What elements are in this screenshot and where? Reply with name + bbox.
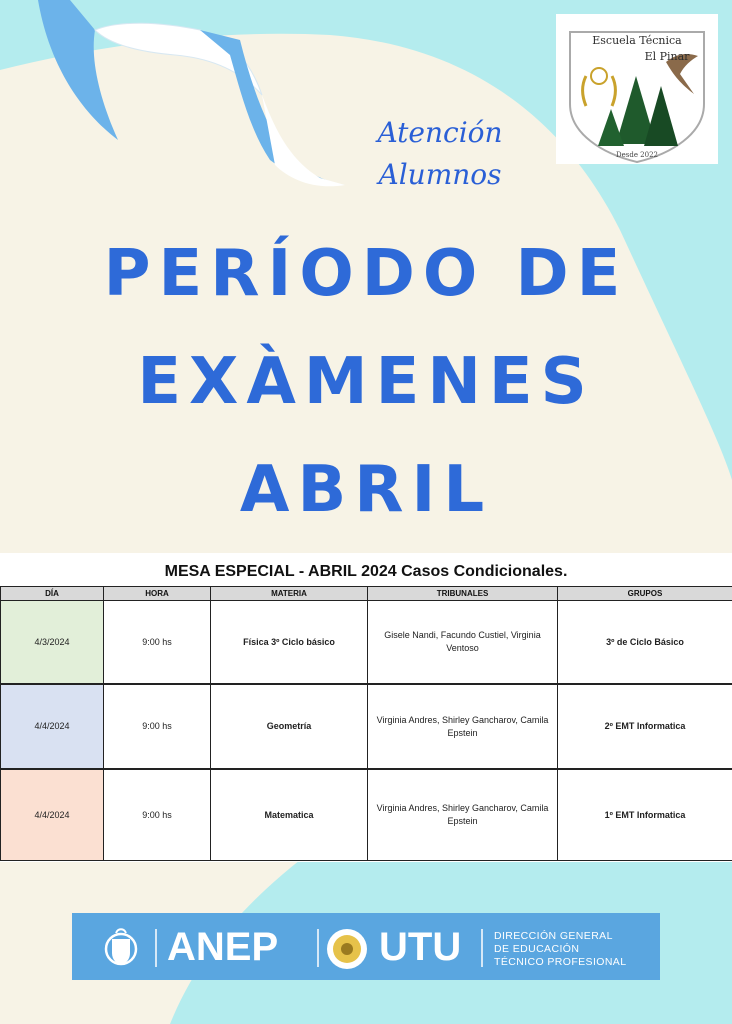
cell-subject: Geometría <box>211 684 368 769</box>
cell-group: 1º EMT Informatica <box>558 769 732 861</box>
cell-time: 9:00 hs <box>104 601 211 685</box>
uruguay-shield-icon <box>106 929 136 965</box>
attention-heading <box>330 112 550 196</box>
table-row <box>1 684 732 769</box>
ribbon-decoration <box>0 0 360 200</box>
anep-logo-text: ANEP <box>167 925 279 969</box>
logo-school-name: Escuela Técnica <box>592 34 682 47</box>
table-row <box>1 769 732 861</box>
exam-table <box>0 586 732 861</box>
cell-time: 9:00 hs <box>104 769 211 861</box>
school-logo <box>556 14 718 164</box>
table-title: MESA ESPECIAL - ABRIL 2024 Casos Condicionales. <box>164 563 568 580</box>
dgetp-text <box>494 930 626 969</box>
cell-tribunal: Virginia Andres, Shirley Gancharov, Camila Epstein <box>368 684 558 769</box>
utu-logo-text: UTU <box>379 925 462 969</box>
logo-school-place: El Pinar <box>644 50 690 63</box>
cell-day: 4/4/2024 <box>1 684 104 769</box>
header-time: HORA <box>104 587 211 601</box>
exam-table-section <box>0 553 732 862</box>
header-tribunal: TRIBUNALES <box>368 587 558 601</box>
cell-day: 4/4/2024 <box>1 769 104 861</box>
header-subject: MATERIA <box>211 587 368 601</box>
dgetp-line-2: DE EDUCACIÓN <box>494 943 580 955</box>
cell-group: 3º de Ciclo Básico <box>558 601 732 685</box>
page-title <box>60 220 672 544</box>
logo-since: Desde 2022 <box>615 151 658 159</box>
cell-subject: Física 3º Ciclo básico <box>211 601 368 685</box>
attention-line-1: Atención <box>377 116 503 149</box>
dgetp-line-1: DIRECCIÓN GENERAL <box>494 930 613 942</box>
title-line-1: PERÍODO DE <box>103 237 629 311</box>
attention-line-2: Alumnos <box>378 158 502 191</box>
cell-subject: Matematica <box>211 769 368 861</box>
table-header-row <box>1 587 732 601</box>
cell-time: 9:00 hs <box>104 684 211 769</box>
header-group: GRUPOS <box>558 587 732 601</box>
cell-tribunal: Gisele Nandi, Facundo Custiel, Virginia Ventoso <box>368 601 558 685</box>
title-line-3: ABRIL <box>239 453 493 527</box>
title-line-2: EXÀMENES <box>137 345 595 419</box>
utu-gear-icon <box>327 929 367 969</box>
dgetp-line-3: TÉCNICO PROFESIONAL <box>494 956 627 968</box>
cell-group: 2º EMT Informatica <box>558 684 732 769</box>
cell-tribunal: Virginia Andres, Shirley Gancharov, Camila Epstein <box>368 769 558 861</box>
anep-utu-banner <box>72 913 660 980</box>
cell-day: 4/3/2024 <box>1 601 104 685</box>
table-row <box>1 601 732 685</box>
header-day: DÍA <box>1 587 104 601</box>
